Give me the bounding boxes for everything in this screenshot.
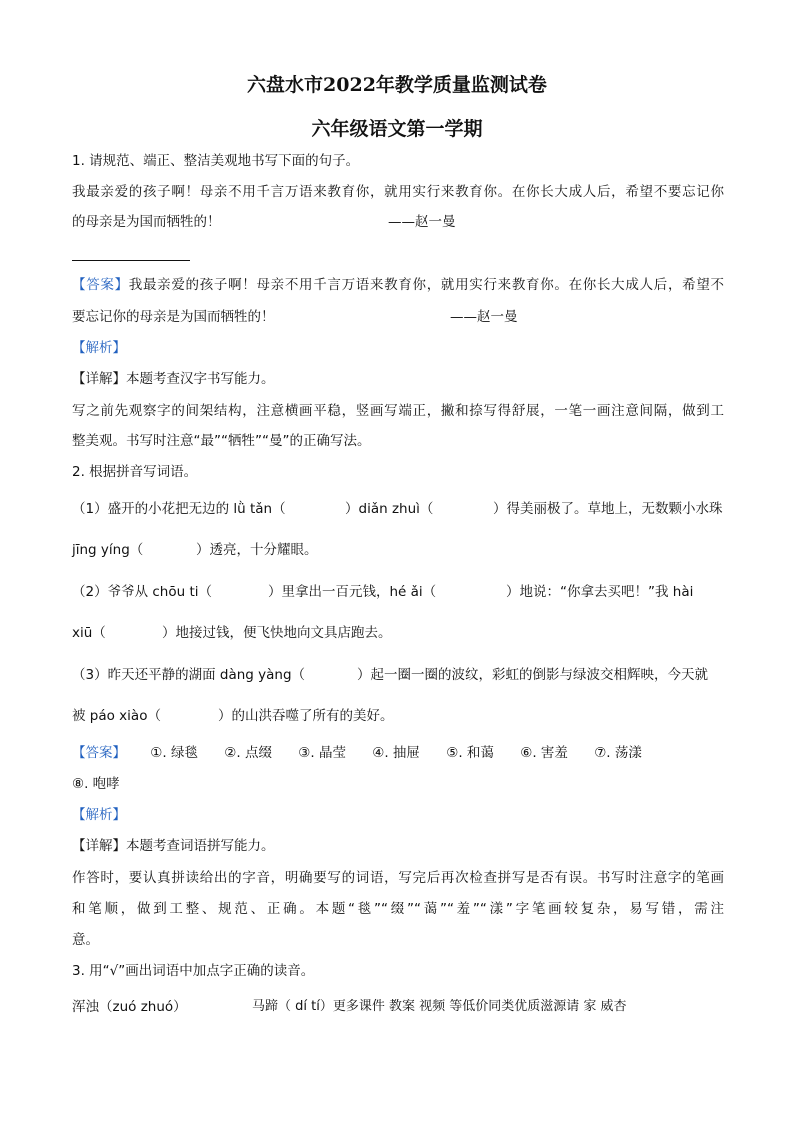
q2-s3-part-d: ）的山洪吞噬了所有的美好。: [218, 708, 394, 724]
q2-answer-line1: [72, 743, 724, 763]
q1-prompt: 1. 请规范、端正、整洁美观地书写下面的句子。: [72, 153, 360, 169]
q2-s2-part-d: xiū（: [72, 625, 106, 641]
q2-answer-item: ④. 抽屉: [372, 745, 420, 761]
page-title: 六盘水市2022年教学质量监测试卷: [247, 74, 547, 96]
q1-answer-line1: [72, 275, 724, 295]
q2-answer-line2: ⑧. 咆哮: [72, 776, 120, 792]
q3-prompt: 3. 用“√”画出词语中加点字正确的读音。: [72, 963, 315, 979]
answer-label: 【答案】: [72, 277, 129, 293]
q2-answer-item: ⑦. 荡漾: [594, 745, 642, 761]
q2-s2-part-b: ）里拿出一百元钱，hé ǎi（: [268, 584, 437, 600]
q2-s1-part-b: ）diǎn zhuì（: [345, 501, 434, 517]
q3-item-2: 马蹄（ dí tí）更多课件 教案 视频 等低价同类优质滋源请 家 威杏: [252, 999, 627, 1014]
q1-sentence-line2: [72, 212, 724, 232]
q1-explain-line1: 写之前先观察字的间架结构，注意横画平稳，竖画写端正，撇和捺写得舒展，一笔一画注意间隔，做到工: [72, 403, 724, 419]
q2-s2-part-c: ）地说：“你拿去买吧！”我 hài: [506, 584, 694, 600]
q1-answer-line2: [72, 307, 724, 327]
q2-sentence3-line1: [72, 665, 724, 685]
q2-s3-part-c: 被 páo xiào（: [72, 708, 161, 724]
q2-sentence2-line2: [72, 623, 724, 643]
q2-prompt: 2. 根据拼音写词语。: [72, 464, 198, 480]
q1-sentence-line1: 我最亲爱的孩子啊！母亲不用千言万语来教育你，就用实行来教育你。在你长大成人后，希望不要忘记你: [72, 184, 724, 200]
q2-explain-line2: 和笔顺，做到工整、规范、正确。本题“毯”“缀”“蔼”“羞”“漾”字笔画较复杂，易写错，需注: [72, 901, 724, 917]
q1-detail-text: 本题考查汉字书写能力。: [126, 371, 275, 387]
q2-s1-part-c: ）得美丽极了。草地上，无数颗小水珠: [493, 501, 723, 517]
detail-label: 【详解】: [72, 371, 126, 387]
q2-answer-item: ⑥. 害羞: [520, 745, 568, 761]
q1-answer-text2: 要忘记你的母亲是为国而牺牲的！: [72, 309, 275, 325]
detail-label: 【详解】: [72, 838, 126, 854]
q2-s1-part-a: （1）盛开的小花把无边的 lǜ tǎn（: [72, 501, 286, 517]
q2-detail: [72, 836, 724, 856]
q2-sentence1-line2: [72, 540, 724, 560]
q2-answer-item: ②. 点缀: [224, 745, 272, 761]
q2-answer-item: ③. 晶莹: [298, 745, 346, 761]
q2-analysis-label: 【解析】: [72, 807, 126, 823]
q2-s1-part-e: ）透亮，十分耀眼。: [196, 542, 318, 558]
q2-s3-part-a: （3）昨天还平静的湖面 dàng yàng（: [72, 667, 306, 683]
q2-answer-item: ⑤. 和蔼: [446, 745, 494, 761]
q2-explain-line1: 作答时，要认真拼读给出的字音，明确要写的词语，写完后再次检查拼写是否有误。书写时注意字的笔画: [72, 870, 724, 886]
q1-writing-line: [72, 260, 190, 261]
q1-answer-text: 我最亲爱的孩子啊！母亲不用千言万语来教育你，就用实行来教育你。在你长大成人后，希望不: [128, 277, 725, 293]
page-subtitle: 六年级语文第一学期: [311, 118, 483, 140]
q1-detail: [72, 369, 724, 389]
q2-s2-part-e: ）地接过钱，便飞快地向文具店跑去。: [162, 625, 392, 641]
q2-sentence2-line1: [72, 582, 724, 602]
q1-analysis-label: 【解析】: [72, 340, 126, 356]
q2-s1-part-d: jīng yíng（: [72, 542, 144, 558]
q2-explain-line3: 意。: [72, 932, 99, 948]
answer-label: 【答案】: [72, 745, 126, 761]
q2-sentence1-line1: [72, 499, 724, 519]
q1-answer-author: ——赵一曼: [450, 309, 518, 325]
q2-answer-item: ①. 绿毯: [150, 745, 198, 761]
q2-s3-part-b: ）起一圈一圈的波纹，彩虹的倒影与绿波交相辉映，今天就: [357, 667, 708, 683]
q1-author: ——赵一曼: [388, 214, 456, 230]
q1-sentence-text: 的母亲是为国而牺牲的！: [72, 214, 221, 230]
q3-item-1: 浑浊（zuó zhuó）: [72, 999, 187, 1015]
q2-sentence3-line2: [72, 706, 724, 726]
q1-explain-line2: 整美观。书写时注意“最”“牺牲”“曼”的正确写法。: [72, 433, 371, 449]
q2-s2-part-a: （2）爷爷从 chōu ti（: [72, 584, 213, 600]
q2-detail-text: 本题考查词语拼写能力。: [126, 838, 275, 854]
q3-items: [72, 997, 724, 1017]
